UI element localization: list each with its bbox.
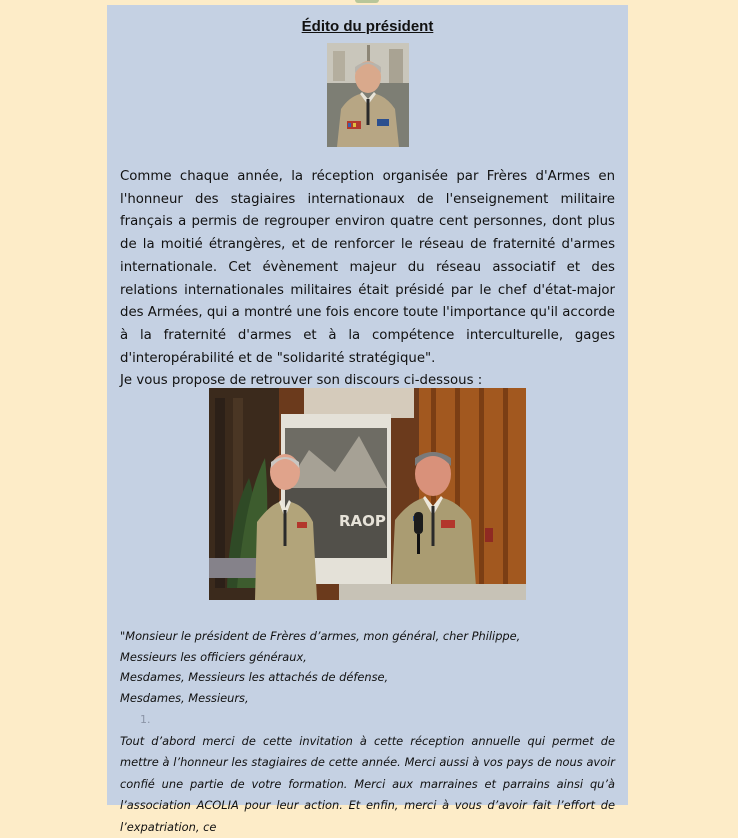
speech-salutation-line: Messieurs les officiers généraux,	[120, 649, 307, 664]
reception-photo	[209, 388, 526, 600]
intro-text	[120, 166, 615, 393]
banner-text: RAOP	[339, 512, 386, 530]
list-marker: 1.	[140, 712, 151, 726]
intro-paragraph: Comme chaque année, la réception organisée par Frères d'Armes en l'honneur des stagiaires internationaux de l'enseignement militaire français a permis de regrouper environ quatre cent personnes, dont plus de la moitié étrangères, et de renforcer le réseau de fraternité d'armes internationale. Cet évènement majeur du réseau associatif et des relations internationales militaires était présidé par le chef d'état-major des Armées, qui a montré une fois encore toute l'importance qu'il accorde à la fraternité d'armes et à la compétence interculturelle, gages d'interopérabilité et de "solidarité stratégique".	[120, 169, 615, 366]
speech-excerpt	[120, 626, 615, 838]
speech-salutation-line: Mesdames, Messieurs les attachés de défense,	[120, 670, 389, 685]
president-portrait-image	[327, 43, 409, 147]
speech-salutation-line: Mesdames, Messieurs,	[120, 691, 249, 706]
speech-salutation-line: "Monsieur le président de Frères d’armes, mon général, cher Philippe,	[120, 629, 521, 643]
article-panel	[107, 5, 628, 834]
intro-closing: Je vous propose de retrouver son discours ci-dessous :	[120, 373, 483, 389]
page-title: Édito du président	[301, 18, 434, 35]
speech-paragraph: Tout d’abord merci de cette invitation à cette réception annuelle qui permet de mettre à l’honneur les stagiaires de cette année. Merci aussi à vos pays de nous avoir confié une partie de votre formation. Merci aux marraines et parrains ainsi qu’à l’association ACOLIA pour leur action. Et enfin, merci à vous d’avoir fait l’effort de l’expatriation, ce	[120, 733, 615, 834]
top-ornament	[355, 0, 379, 3]
